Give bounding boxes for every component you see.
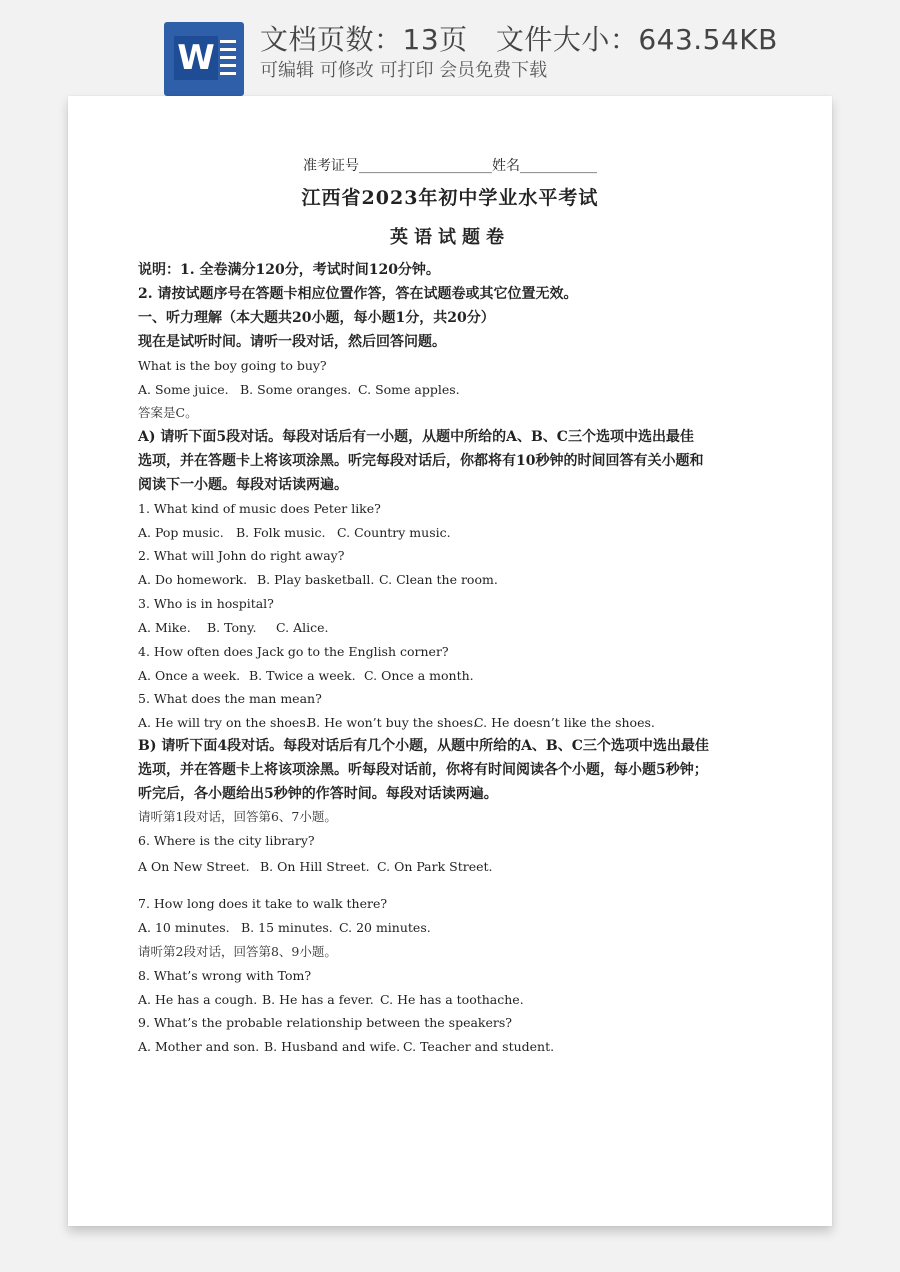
option: C. On Park Street. (377, 859, 493, 874)
question-options (138, 992, 524, 1008)
option: A. Mother and son. (138, 1039, 260, 1054)
section-b-instruction: B) 请听下面4段对话。每段对话后有几个小题，从题中所给的A、B、C三个选项中选出最佳 (138, 738, 709, 754)
exam-subtitle: 英语试题卷 (390, 227, 510, 248)
question-text: 5. What does the man mean? (138, 691, 322, 706)
option: C. Once a month. (364, 668, 474, 683)
question-text: 2. What will John do right away? (138, 548, 345, 563)
option: A. Mike. (138, 620, 191, 635)
instruction-line: 现在是试听时间。请听一段对话，然后回答问题。 (138, 334, 446, 350)
section-b-instruction: 听完后，各小题给出5秒钟的作答时间。每段对话读两遍。 (138, 786, 498, 802)
option: B. He has a fever. (262, 992, 374, 1007)
option: B. Twice a week. (249, 668, 356, 683)
exam-title: 江西省2023年初中学业水平考试 (301, 187, 599, 209)
document-meta-title: 文档页数：13页 文件大小：643.54KB (260, 23, 778, 56)
dialogue-note: 请听第2段对话，回答第8、9小题。 (138, 944, 337, 959)
question-options (138, 668, 474, 684)
option: C. Clean the room. (379, 572, 498, 587)
option: B. Folk music. (236, 525, 326, 540)
instruction-line: 说明：1. 全卷满分120分，考试时间120分钟。 (138, 262, 440, 278)
option: B. He won’t buy the shoes. (307, 715, 477, 730)
question-text: 1. What kind of music does Peter like? (138, 501, 381, 516)
question-options (138, 715, 655, 731)
section-a-instruction: 阅读下一小题。每段对话读两遍。 (138, 477, 348, 493)
option: A. He has a cough. (138, 992, 258, 1007)
section-a-instruction: A) 请听下面5段对话。每段对话后有一小题，从题中所给的A、B、C三个选项中选出最佳 (138, 429, 694, 445)
section-a-instruction: 选项，并在答题卡上将该项涂黑。听完每段对话后，你都将有10秒钟的时间回答有关小题和 (138, 453, 704, 469)
question-options (138, 1039, 554, 1055)
option: C. Country music. (337, 525, 451, 540)
option: A. Some juice. (138, 382, 229, 397)
sample-question: What is the boy going to buy? (138, 358, 327, 373)
section-b-instruction: 选项，并在答题卡上将该项涂黑。听每段对话前，你将有时间阅读各个小题，每小题5秒钟； (138, 762, 708, 778)
option: A. 10 minutes. (138, 920, 230, 935)
option: B. On Hill Street. (260, 859, 370, 874)
option: C. Alice. (276, 620, 329, 635)
question-text: 9. What’s the probable relationship between the speakers? (138, 1015, 512, 1030)
dialogue-note: 请听第1段对话，回答第6、7小题。 (138, 809, 337, 824)
question-text: 8. What’s wrong with Tom? (138, 968, 312, 983)
option: B. Some oranges. (240, 382, 352, 397)
option: C. 20 minutes. (339, 920, 431, 935)
option: A On New Street. (138, 859, 250, 874)
instruction-line: 2. 请按试题序号在答题卡相应位置作答，答在试题卷或其它位置无效。 (138, 286, 578, 302)
option: C. Some apples. (358, 382, 460, 397)
word-document-icon: W (164, 22, 244, 96)
option: B. 15 minutes. (241, 920, 333, 935)
option: B. Husband and wife. (264, 1039, 401, 1054)
option: A. Once a week. (138, 668, 241, 683)
option: A. Pop music. (138, 525, 224, 540)
instruction-line: 一、听力理解（本大题共20小题，每小题1分，共20分） (138, 310, 495, 326)
document-meta-subtitle: 可编辑 可修改 可打印 会员免费下载 (260, 60, 548, 81)
question-options (138, 920, 431, 936)
option: A. He will try on the shoes. (138, 715, 310, 730)
question-text: 6. Where is the city library? (138, 833, 315, 848)
question-options (138, 620, 328, 636)
question-text: 4. How often does Jack go to the English corner? (138, 644, 449, 659)
option: C. Teacher and student. (403, 1039, 555, 1054)
question-text: 7. How long does it take to walk there? (138, 896, 388, 911)
option: B. Play basketball. (257, 572, 375, 587)
question-text: 3. Who is in hospital? (138, 596, 274, 611)
option: B. Tony. (207, 620, 257, 635)
sample-answer: 答案是C。 (138, 405, 198, 420)
question-options (138, 859, 493, 875)
sample-options (138, 382, 460, 398)
candidate-info-line: 准考证号___________________姓名___________ (303, 158, 597, 174)
option: C. He has a toothache. (380, 992, 524, 1007)
question-options (138, 525, 451, 541)
download-banner (0, 0, 900, 100)
question-options (138, 572, 498, 588)
option: A. Do homework. (138, 572, 248, 587)
exam-paper-page (68, 96, 832, 1226)
option: C. He doesn’t like the shoes. (474, 715, 655, 730)
